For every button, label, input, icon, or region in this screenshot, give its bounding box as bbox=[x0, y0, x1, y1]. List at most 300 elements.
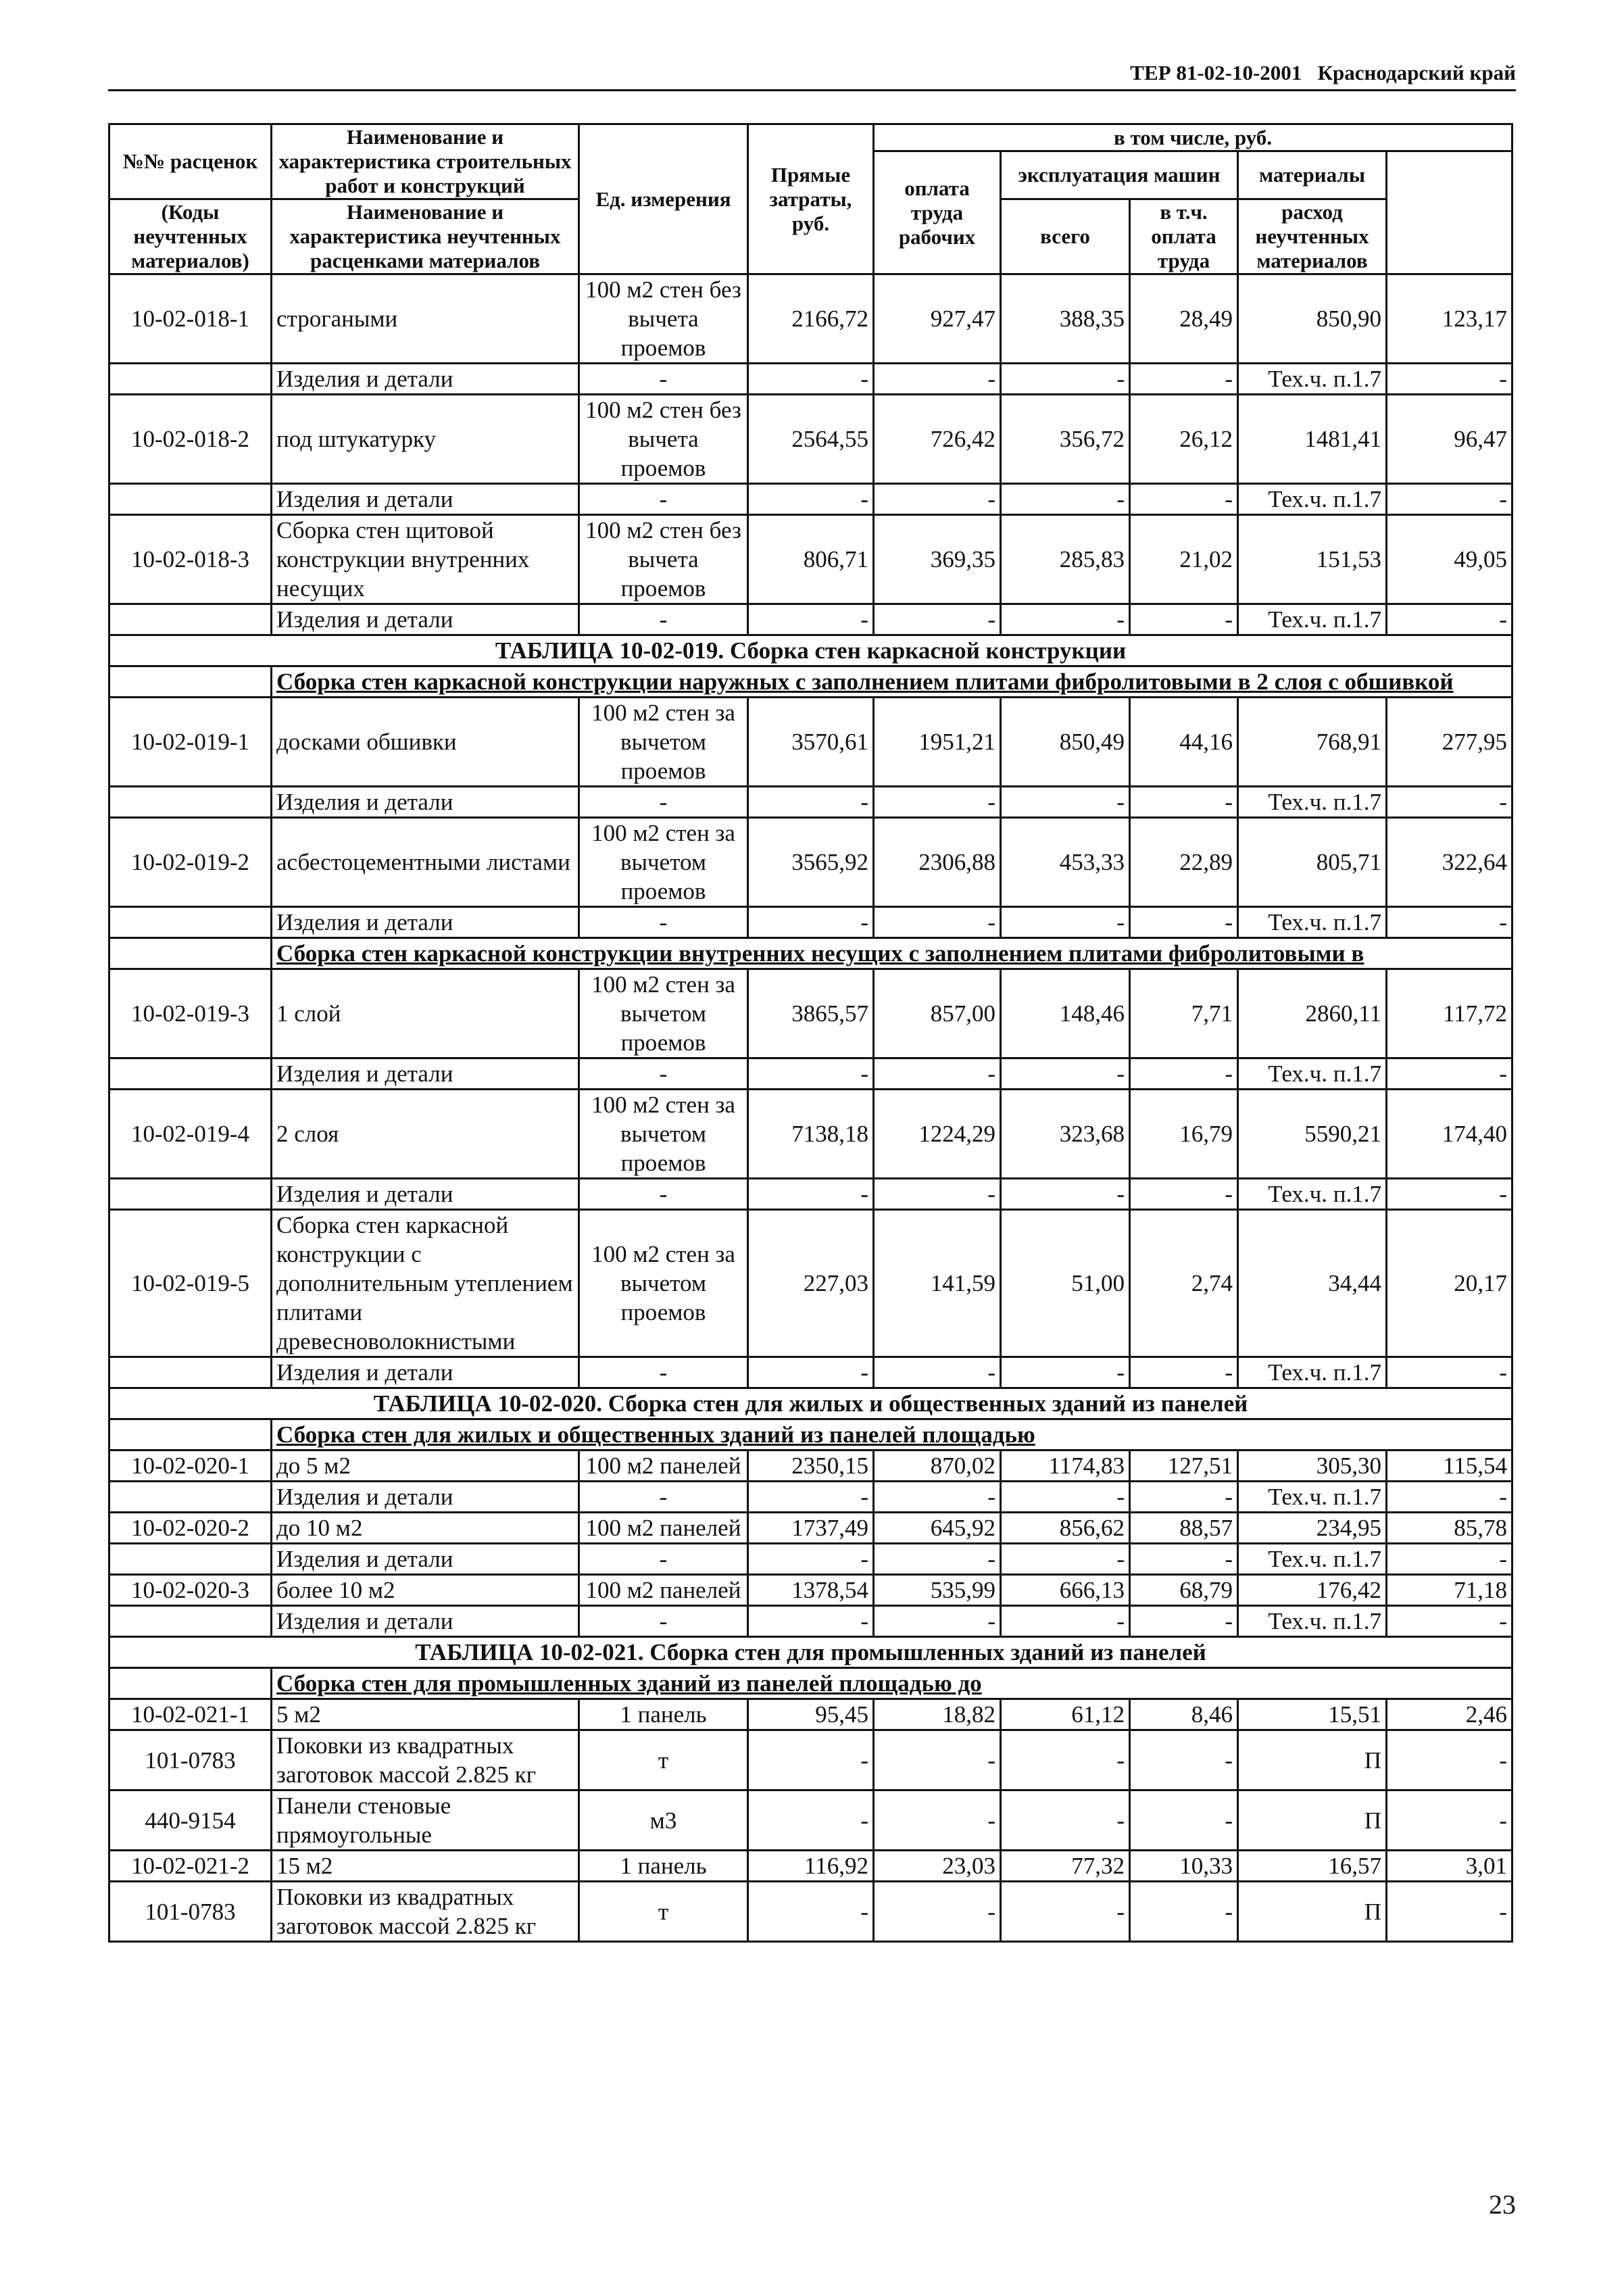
row-materials: 176,42 bbox=[1238, 1575, 1387, 1606]
row-direct-cost: 3565,92 bbox=[748, 818, 874, 907]
row-wage: - bbox=[874, 1790, 1001, 1851]
row-unit: 100 м2 стен без вычета проемов bbox=[579, 274, 748, 364]
row-direct-cost: 95,45 bbox=[748, 1699, 874, 1730]
row-name: строгаными bbox=[272, 274, 579, 364]
table-row bbox=[109, 1790, 1512, 1851]
row-name: Изделия и детали bbox=[272, 907, 579, 938]
row-name: Изделия и детали bbox=[272, 1606, 579, 1637]
row-unit: 100 м2 стен без вычета проемов bbox=[579, 515, 748, 604]
table-row bbox=[109, 1851, 1512, 1882]
row-machines-total: - bbox=[1001, 1882, 1130, 1942]
row-labor: - bbox=[1387, 1179, 1512, 1210]
row-wage: 141,59 bbox=[874, 1210, 1001, 1357]
row-wage: 535,99 bbox=[874, 1575, 1001, 1606]
row-labor: - bbox=[1387, 1882, 1512, 1942]
row-code: 10-02-019-1 bbox=[109, 698, 272, 787]
table-row bbox=[109, 515, 1512, 604]
row-wage: - bbox=[874, 1482, 1001, 1513]
row-name: Изделия и детали bbox=[272, 484, 579, 515]
row-unit: 100 м2 стен за вычетом проемов bbox=[579, 818, 748, 907]
row-unit: - bbox=[579, 1482, 748, 1513]
table-detail-row bbox=[109, 364, 1512, 395]
row-unit: 100 м2 стен без вычета проемов bbox=[579, 395, 748, 484]
header-name-alt: Наименование и характеристика неучтенных расценками материалов bbox=[272, 199, 579, 274]
row-materials: 5590,21 bbox=[1238, 1090, 1387, 1179]
row-machines-total: - bbox=[1001, 1730, 1130, 1790]
table-detail-row bbox=[109, 1058, 1512, 1090]
row-unit: 100 м2 стен за вычетом проемов bbox=[579, 1210, 748, 1357]
row-direct-cost: 3865,57 bbox=[748, 969, 874, 1058]
page-number: 23 bbox=[1489, 2189, 1516, 2220]
row-code bbox=[109, 1419, 272, 1450]
row-machines-total: 856,62 bbox=[1001, 1513, 1130, 1544]
row-unit: - bbox=[579, 787, 748, 818]
row-machines-wage: - bbox=[1130, 1882, 1238, 1942]
row-code bbox=[109, 938, 272, 969]
row-materials: П bbox=[1238, 1882, 1387, 1942]
row-unit: - bbox=[579, 604, 748, 635]
row-wage: 857,00 bbox=[874, 969, 1001, 1058]
row-direct-cost: 1378,54 bbox=[748, 1575, 874, 1606]
row-code bbox=[109, 787, 272, 818]
table-detail-row bbox=[109, 1179, 1512, 1210]
row-machines-total: - bbox=[1001, 1544, 1130, 1575]
table-row bbox=[109, 1575, 1512, 1606]
row-code bbox=[109, 484, 272, 515]
row-machines-total: 1174,83 bbox=[1001, 1450, 1130, 1482]
row-name: 5 м2 bbox=[272, 1699, 579, 1730]
row-machines-total: 285,83 bbox=[1001, 515, 1130, 604]
page-header bbox=[108, 59, 1516, 91]
row-machines-wage: 22,89 bbox=[1130, 818, 1238, 907]
row-machines-total: - bbox=[1001, 1482, 1130, 1513]
row-machines-wage: - bbox=[1130, 604, 1238, 635]
row-labor: - bbox=[1387, 484, 1512, 515]
row-materials: 805,71 bbox=[1238, 818, 1387, 907]
row-labor: - bbox=[1387, 787, 1512, 818]
row-wage: - bbox=[874, 484, 1001, 515]
row-machines-total: 51,00 bbox=[1001, 1210, 1130, 1357]
row-direct-cost: 806,71 bbox=[748, 515, 874, 604]
row-unit: - bbox=[579, 1179, 748, 1210]
row-unit: 100 м2 стен за вычетом проемов bbox=[579, 1090, 748, 1179]
row-unit: - bbox=[579, 1357, 748, 1388]
row-name: до 5 м2 bbox=[272, 1450, 579, 1482]
row-wage: 23,03 bbox=[874, 1851, 1001, 1882]
row-materials: Тех.ч. п.1.7 bbox=[1238, 1482, 1387, 1513]
row-unit: - bbox=[579, 364, 748, 395]
row-machines-total: 850,49 bbox=[1001, 698, 1130, 787]
row-wage: - bbox=[874, 1730, 1001, 1790]
row-machines-wage: 16,79 bbox=[1130, 1090, 1238, 1179]
row-direct-cost: - bbox=[748, 1790, 874, 1851]
subsection-title: Сборка стен для промышленных зданий из панелей площадью до bbox=[272, 1668, 1512, 1699]
row-materials: Тех.ч. п.1.7 bbox=[1238, 364, 1387, 395]
row-machines-total: - bbox=[1001, 604, 1130, 635]
row-labor: - bbox=[1387, 1058, 1512, 1090]
row-wage: 1951,21 bbox=[874, 698, 1001, 787]
table-section-title bbox=[109, 1388, 1512, 1419]
table-header bbox=[109, 124, 1512, 274]
row-materials: 151,53 bbox=[1238, 515, 1387, 604]
row-machines-wage: - bbox=[1130, 1730, 1238, 1790]
row-machines-wage: 10,33 bbox=[1130, 1851, 1238, 1882]
row-labor: 96,47 bbox=[1387, 395, 1512, 484]
row-materials: 850,90 bbox=[1238, 274, 1387, 364]
row-code bbox=[109, 1544, 272, 1575]
row-machines-total: - bbox=[1001, 1790, 1130, 1851]
row-labor: - bbox=[1387, 1606, 1512, 1637]
row-code bbox=[109, 1058, 272, 1090]
row-name: Поковки из квадратных заготовок массой 2.825 кг bbox=[272, 1730, 579, 1790]
table-subsection-title bbox=[109, 1668, 1512, 1699]
row-materials: Тех.ч. п.1.7 bbox=[1238, 787, 1387, 818]
row-labor: - bbox=[1387, 1544, 1512, 1575]
row-unit: - bbox=[579, 1058, 748, 1090]
table-body bbox=[109, 274, 1512, 1942]
row-code: 10-02-019-5 bbox=[109, 1210, 272, 1357]
row-code bbox=[109, 1606, 272, 1637]
row-machines-total: - bbox=[1001, 907, 1130, 938]
row-code: 10-02-018-3 bbox=[109, 515, 272, 604]
row-wage: 18,82 bbox=[874, 1699, 1001, 1730]
row-unit: м3 bbox=[579, 1790, 748, 1851]
table-row bbox=[109, 1513, 1512, 1544]
table-subsection-title bbox=[109, 1419, 1512, 1450]
row-wage: - bbox=[874, 1058, 1001, 1090]
section-title: ТАБЛИЦА 10-02-019. Сборка стен каркасной конструкции bbox=[109, 635, 1512, 666]
table-detail-row bbox=[109, 907, 1512, 938]
row-labor: 174,40 bbox=[1387, 1090, 1512, 1179]
row-direct-cost: - bbox=[748, 787, 874, 818]
row-materials: 1481,41 bbox=[1238, 395, 1387, 484]
row-machines-wage: 127,51 bbox=[1130, 1450, 1238, 1482]
row-labor: 123,17 bbox=[1387, 274, 1512, 364]
row-machines-total: 77,32 bbox=[1001, 1851, 1130, 1882]
row-direct-cost: 7138,18 bbox=[748, 1090, 874, 1179]
table-row bbox=[109, 1450, 1512, 1482]
row-wage: - bbox=[874, 364, 1001, 395]
row-code: 10-02-018-1 bbox=[109, 274, 272, 364]
row-labor: - bbox=[1387, 907, 1512, 938]
row-machines-wage: - bbox=[1130, 1357, 1238, 1388]
row-name: под штукатурку bbox=[272, 395, 579, 484]
header-code-alt: (Коды неучтенных материалов) bbox=[109, 199, 272, 274]
row-name: Изделия и детали bbox=[272, 364, 579, 395]
row-labor: - bbox=[1387, 1357, 1512, 1388]
row-code bbox=[109, 666, 272, 698]
table-row bbox=[109, 1882, 1512, 1942]
row-labor: 115,54 bbox=[1387, 1450, 1512, 1482]
row-materials: 234,95 bbox=[1238, 1513, 1387, 1544]
row-direct-cost: - bbox=[748, 1482, 874, 1513]
row-direct-cost: 227,03 bbox=[748, 1210, 874, 1357]
row-name: 15 м2 bbox=[272, 1851, 579, 1882]
row-code: 10-02-019-2 bbox=[109, 818, 272, 907]
row-code: 101-0783 bbox=[109, 1882, 272, 1942]
row-direct-cost: - bbox=[748, 1179, 874, 1210]
row-machines-wage: 2,74 bbox=[1130, 1210, 1238, 1357]
row-name: Изделия и детали bbox=[272, 604, 579, 635]
subsection-title: Сборка стен каркасной конструкции внутренних несущих с заполнением плитами фибролитовыми в bbox=[272, 938, 1512, 969]
row-unit: - bbox=[579, 484, 748, 515]
row-labor: - bbox=[1387, 1790, 1512, 1851]
row-direct-cost: 1737,49 bbox=[748, 1513, 874, 1544]
row-direct-cost: - bbox=[748, 484, 874, 515]
row-code: 10-02-020-1 bbox=[109, 1450, 272, 1482]
document-code: ТЕР 81-02-10-2001 bbox=[1130, 61, 1302, 84]
row-labor: 322,64 bbox=[1387, 818, 1512, 907]
row-code bbox=[109, 604, 272, 635]
row-wage: - bbox=[874, 1357, 1001, 1388]
row-unit: - bbox=[579, 907, 748, 938]
row-code bbox=[109, 907, 272, 938]
header-machines-total: всего bbox=[1001, 199, 1130, 274]
table-subsection-title bbox=[109, 938, 1512, 969]
row-name: Изделия и детали bbox=[272, 1357, 579, 1388]
row-wage: - bbox=[874, 1606, 1001, 1637]
table-row bbox=[109, 1090, 1512, 1179]
table-row bbox=[109, 698, 1512, 787]
row-code: 10-02-019-3 bbox=[109, 969, 272, 1058]
row-materials: Тех.ч. п.1.7 bbox=[1238, 1606, 1387, 1637]
table-row bbox=[109, 1699, 1512, 1730]
row-wage: - bbox=[874, 1882, 1001, 1942]
row-wage: - bbox=[874, 1179, 1001, 1210]
table-subsection-title bbox=[109, 666, 1512, 698]
row-machines-wage: - bbox=[1130, 1179, 1238, 1210]
row-labor: 2,46 bbox=[1387, 1699, 1512, 1730]
row-name: досками обшивки bbox=[272, 698, 579, 787]
row-direct-cost: - bbox=[748, 907, 874, 938]
header-including: в том числе, руб. bbox=[874, 124, 1512, 151]
row-code: 10-02-020-2 bbox=[109, 1513, 272, 1544]
row-machines-wage: - bbox=[1130, 1544, 1238, 1575]
row-name: Сборка стен щитовой конструкции внутренних несущих bbox=[272, 515, 579, 604]
row-labor: - bbox=[1387, 364, 1512, 395]
row-machines-total: 388,35 bbox=[1001, 274, 1130, 364]
table-detail-row bbox=[109, 787, 1512, 818]
row-name: более 10 м2 bbox=[272, 1575, 579, 1606]
row-machines-total: - bbox=[1001, 787, 1130, 818]
row-materials: 15,51 bbox=[1238, 1699, 1387, 1730]
row-machines-wage: - bbox=[1130, 1058, 1238, 1090]
row-direct-cost: 2166,72 bbox=[748, 274, 874, 364]
row-materials: П bbox=[1238, 1730, 1387, 1790]
row-name: Сборка стен каркасной конструкции с дополнительным утеплением плитами древесноволокнистыми bbox=[272, 1210, 579, 1357]
row-unit: 100 м2 панелей bbox=[579, 1513, 748, 1544]
row-labor: 20,17 bbox=[1387, 1210, 1512, 1357]
row-machines-wage: 26,12 bbox=[1130, 395, 1238, 484]
row-labor: 3,01 bbox=[1387, 1851, 1512, 1882]
row-direct-cost: 116,92 bbox=[748, 1851, 874, 1882]
row-code: 10-02-019-4 bbox=[109, 1090, 272, 1179]
row-wage: - bbox=[874, 604, 1001, 635]
row-machines-total: - bbox=[1001, 1058, 1130, 1090]
row-labor: 277,95 bbox=[1387, 698, 1512, 787]
header-materials-use: расход неучтенных материалов bbox=[1238, 199, 1387, 274]
row-code: 101-0783 bbox=[109, 1730, 272, 1790]
table-row bbox=[109, 818, 1512, 907]
row-labor: 85,78 bbox=[1387, 1513, 1512, 1544]
row-direct-cost: - bbox=[748, 1357, 874, 1388]
subsection-title: Сборка стен для жилых и общественных зданий из панелей площадью bbox=[272, 1419, 1512, 1450]
row-machines-wage: 28,49 bbox=[1130, 274, 1238, 364]
rates-table bbox=[108, 123, 1513, 1943]
row-name: Панели стеновые прямоугольные bbox=[272, 1790, 579, 1851]
header-unit: Ед. измерения bbox=[579, 124, 748, 274]
row-materials: 34,44 bbox=[1238, 1210, 1387, 1357]
row-unit: 1 панель bbox=[579, 1851, 748, 1882]
table-row bbox=[109, 274, 1512, 364]
row-unit: т bbox=[579, 1882, 748, 1942]
row-machines-total: - bbox=[1001, 1179, 1130, 1210]
row-machines-wage: 68,79 bbox=[1130, 1575, 1238, 1606]
row-wage: 726,42 bbox=[874, 395, 1001, 484]
row-wage: 927,47 bbox=[874, 274, 1001, 364]
header-wage: оплата труда рабочих bbox=[874, 151, 1001, 274]
row-wage: - bbox=[874, 1544, 1001, 1575]
table-section-title bbox=[109, 635, 1512, 666]
row-code bbox=[109, 1668, 272, 1699]
row-materials: Тех.ч. п.1.7 bbox=[1238, 604, 1387, 635]
row-name: Поковки из квадратных заготовок массой 2.825 кг bbox=[272, 1882, 579, 1942]
row-machines-wage: - bbox=[1130, 907, 1238, 938]
table-detail-row bbox=[109, 604, 1512, 635]
table-row bbox=[109, 395, 1512, 484]
row-materials: Тех.ч. п.1.7 bbox=[1238, 484, 1387, 515]
row-materials: Тех.ч. п.1.7 bbox=[1238, 1058, 1387, 1090]
row-machines-total: 453,33 bbox=[1001, 818, 1130, 907]
row-name: Изделия и детали bbox=[272, 787, 579, 818]
row-direct-cost: - bbox=[748, 1730, 874, 1790]
table-detail-row bbox=[109, 1544, 1512, 1575]
row-name: Изделия и детали bbox=[272, 1179, 579, 1210]
row-machines-wage: - bbox=[1130, 1790, 1238, 1851]
row-name: 1 слой bbox=[272, 969, 579, 1058]
row-machines-wage: 88,57 bbox=[1130, 1513, 1238, 1544]
row-code bbox=[109, 1357, 272, 1388]
row-code: 10-02-021-1 bbox=[109, 1699, 272, 1730]
row-materials: Тех.ч. п.1.7 bbox=[1238, 1357, 1387, 1388]
row-machines-wage: 44,16 bbox=[1130, 698, 1238, 787]
row-wage: - bbox=[874, 907, 1001, 938]
row-machines-total: 356,72 bbox=[1001, 395, 1130, 484]
row-unit: 100 м2 стен за вычетом проемов bbox=[579, 969, 748, 1058]
row-unit: - bbox=[579, 1606, 748, 1637]
row-materials: Тех.ч. п.1.7 bbox=[1238, 907, 1387, 938]
header-machines-wage: в т.ч. оплата труда bbox=[1130, 199, 1238, 274]
row-wage: 1224,29 bbox=[874, 1090, 1001, 1179]
row-machines-total: 148,46 bbox=[1001, 969, 1130, 1058]
table-row bbox=[109, 1210, 1512, 1357]
row-direct-cost: - bbox=[748, 1058, 874, 1090]
row-name: асбестоцементными листами bbox=[272, 818, 579, 907]
row-name: Изделия и детали bbox=[272, 1482, 579, 1513]
row-unit: 100 м2 стен за вычетом проемов bbox=[579, 698, 748, 787]
row-machines-total: - bbox=[1001, 1357, 1130, 1388]
row-labor: - bbox=[1387, 1482, 1512, 1513]
row-wage: 2306,88 bbox=[874, 818, 1001, 907]
region-name: Краснодарский край bbox=[1317, 61, 1516, 84]
row-direct-cost: - bbox=[748, 1882, 874, 1942]
row-unit: 1 панель bbox=[579, 1699, 748, 1730]
row-direct-cost: - bbox=[748, 1606, 874, 1637]
row-machines-total: - bbox=[1001, 484, 1130, 515]
row-materials: 768,91 bbox=[1238, 698, 1387, 787]
table-row bbox=[109, 1730, 1512, 1790]
row-materials: П bbox=[1238, 1790, 1387, 1851]
row-machines-wage: 7,71 bbox=[1130, 969, 1238, 1058]
row-materials: 16,57 bbox=[1238, 1851, 1387, 1882]
row-materials: 2860,11 bbox=[1238, 969, 1387, 1058]
row-direct-cost: 2350,15 bbox=[748, 1450, 874, 1482]
row-materials: Тех.ч. п.1.7 bbox=[1238, 1179, 1387, 1210]
row-direct-cost: - bbox=[748, 604, 874, 635]
row-labor: 49,05 bbox=[1387, 515, 1512, 604]
row-unit: 100 м2 панелей bbox=[579, 1450, 748, 1482]
row-name: Изделия и детали bbox=[272, 1058, 579, 1090]
row-machines-wage: - bbox=[1130, 1606, 1238, 1637]
row-machines-wage: - bbox=[1130, 1482, 1238, 1513]
row-machines-total: 61,12 bbox=[1001, 1699, 1130, 1730]
row-direct-cost: 2564,55 bbox=[748, 395, 874, 484]
row-code bbox=[109, 1482, 272, 1513]
row-wage: 645,92 bbox=[874, 1513, 1001, 1544]
row-machines-total: 323,68 bbox=[1001, 1090, 1130, 1179]
row-direct-cost: - bbox=[748, 1544, 874, 1575]
table-detail-row bbox=[109, 1482, 1512, 1513]
row-name: до 10 м2 bbox=[272, 1513, 579, 1544]
row-machines-total: - bbox=[1001, 364, 1130, 395]
row-machines-wage: 21,02 bbox=[1130, 515, 1238, 604]
row-code: 10-02-021-2 bbox=[109, 1851, 272, 1882]
table-section-title bbox=[109, 1637, 1512, 1668]
header-code: №№ расценок bbox=[109, 124, 272, 199]
row-machines-wage: - bbox=[1130, 787, 1238, 818]
row-code: 440-9154 bbox=[109, 1790, 272, 1851]
row-unit: - bbox=[579, 1544, 748, 1575]
row-labor: 117,72 bbox=[1387, 969, 1512, 1058]
table-detail-row bbox=[109, 1606, 1512, 1637]
row-machines-wage: - bbox=[1130, 364, 1238, 395]
row-labor: - bbox=[1387, 1730, 1512, 1790]
table-detail-row bbox=[109, 1357, 1512, 1388]
row-code bbox=[109, 364, 272, 395]
table-row bbox=[109, 969, 1512, 1058]
row-unit: 100 м2 панелей bbox=[579, 1575, 748, 1606]
row-labor: - bbox=[1387, 604, 1512, 635]
row-unit: т bbox=[579, 1730, 748, 1790]
row-wage: 369,35 bbox=[874, 515, 1001, 604]
section-title: ТАБЛИЦА 10-02-020. Сборка стен для жилых и общественных зданий из панелей bbox=[109, 1388, 1512, 1419]
row-name: 2 слоя bbox=[272, 1090, 579, 1179]
row-machines-total: - bbox=[1001, 1606, 1130, 1637]
row-materials: Тех.ч. п.1.7 bbox=[1238, 1544, 1387, 1575]
row-name: Изделия и детали bbox=[272, 1544, 579, 1575]
table-detail-row bbox=[109, 484, 1512, 515]
header-materials: материалы bbox=[1238, 151, 1387, 199]
row-machines-wage: - bbox=[1130, 484, 1238, 515]
row-materials: 305,30 bbox=[1238, 1450, 1387, 1482]
header-name: Наименование и характеристика строительных работ и конструкций bbox=[272, 124, 579, 199]
row-wage: - bbox=[874, 787, 1001, 818]
row-machines-total: 666,13 bbox=[1001, 1575, 1130, 1606]
section-title: ТАБЛИЦА 10-02-021. Сборка стен для промышленных зданий из панелей bbox=[109, 1637, 1512, 1668]
row-direct-cost: 3570,61 bbox=[748, 698, 874, 787]
row-code bbox=[109, 1179, 272, 1210]
row-wage: 870,02 bbox=[874, 1450, 1001, 1482]
